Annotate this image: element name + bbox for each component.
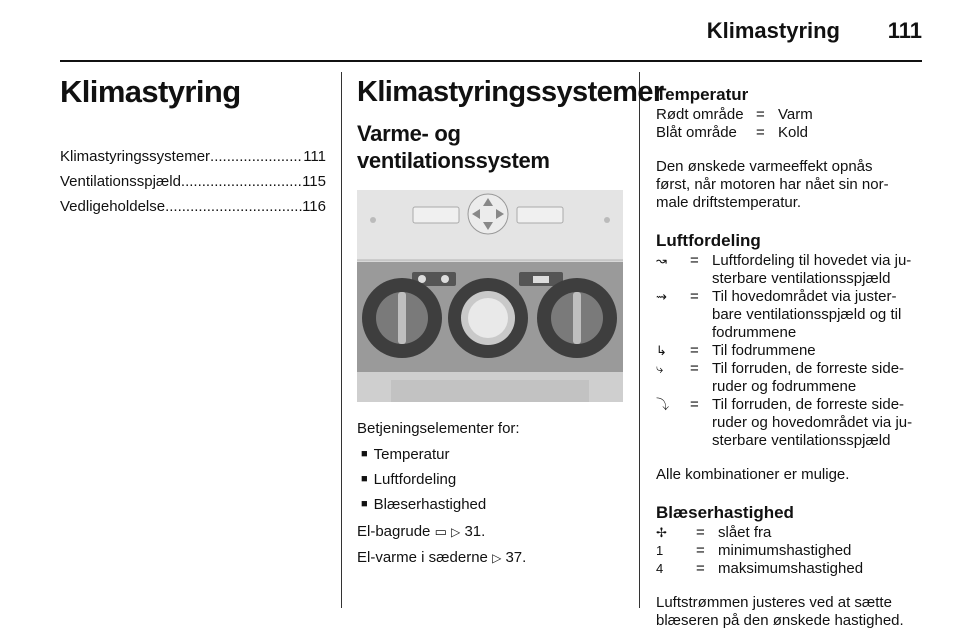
bullet-item <box>357 492 623 517</box>
toc-entry[interactable] <box>60 194 326 219</box>
fan-speed-note <box>656 594 926 630</box>
fan-speed-value: minimumshastighed <box>718 542 852 559</box>
text-line: Luftstrømmen justeres ved at sætte <box>656 594 892 611</box>
rear-window-heater-icon: ▭ <box>434 524 447 539</box>
text-line: ruder og fodrummene <box>712 378 857 395</box>
details-column <box>656 84 926 630</box>
fan-speed-key: 4 <box>656 561 664 576</box>
air-distribution-description <box>712 342 816 360</box>
equals-sign: = <box>690 288 699 305</box>
temperature-table <box>656 106 926 142</box>
page-number: 111 <box>887 18 922 43</box>
cross-reference[interactable] <box>357 519 623 545</box>
toc-column <box>60 74 326 219</box>
text-line: sterbare ventilationsspjæld <box>712 432 891 449</box>
bullet-label: Blæserhastighed <box>373 496 487 513</box>
fan-speed-heading: Blæserhastighed <box>656 503 794 522</box>
toc-entry-page: 115 <box>302 173 326 190</box>
text-line: Luftfordeling til hovedet via ju- <box>712 252 912 269</box>
fan-speed-value: maksimumshastighed <box>718 560 864 577</box>
toc-entry-title: Ventilationsspjæld <box>60 173 181 190</box>
air-distribution-heading: Luftfordeling <box>656 231 761 250</box>
table-row <box>656 124 926 142</box>
header-title: Klimastyring <box>706 18 840 43</box>
text-line: Den ønskede varmeeffekt opnås <box>656 158 873 175</box>
equals-sign: = <box>690 396 699 413</box>
bullet-square-icon: ■ <box>361 473 368 485</box>
page-header <box>0 0 960 62</box>
equals-sign: = <box>696 542 705 559</box>
text-line: sterbare ventilationsspjæld <box>712 270 891 287</box>
text-line: male driftstemperatur. <box>656 194 802 211</box>
text-line: Til forruden, de forreste side- <box>712 396 905 413</box>
climate-control-panel-image <box>357 190 623 402</box>
text-line: bare ventilationsspjæld og til <box>712 306 902 323</box>
toc-leader <box>165 194 302 219</box>
subsection-title-line1: Varme- og <box>357 121 461 146</box>
fan-icon: ✢ <box>656 525 667 540</box>
table-row <box>656 396 926 450</box>
equals-sign: = <box>690 342 699 359</box>
text-line: blæseren på den ønskede hastighed. <box>656 612 904 629</box>
text-line: Til hovedområdet via juster- <box>712 288 897 305</box>
equals-sign: = <box>690 252 699 269</box>
fan-speed-table <box>656 524 926 578</box>
vent-feet-icon: ⇝ <box>656 289 667 304</box>
bullet-item <box>357 442 623 467</box>
header-rule <box>60 60 922 62</box>
temperature-value: Varm <box>778 106 813 123</box>
air-distribution-description <box>712 360 904 396</box>
cross-reference[interactable] <box>357 545 623 571</box>
page-ref-arrow-icon: ▷ <box>492 551 502 565</box>
table-row <box>656 106 926 124</box>
toc-entry-page: 111 <box>303 148 326 165</box>
feet-icon: ↳ <box>656 343 667 358</box>
windscreen-vent-icon: ⤵ <box>656 397 670 412</box>
equals-sign: = <box>690 360 699 377</box>
cross-reference-page: 31. <box>464 523 486 540</box>
air-distribution-table <box>656 252 926 450</box>
table-row <box>656 288 926 342</box>
text-line: fodrummene <box>712 324 797 341</box>
temperature-key: Blåt område <box>656 124 737 141</box>
toc-entry-title: Klimastyringssystemer <box>60 148 211 165</box>
bullet-square-icon: ■ <box>361 448 368 460</box>
toc-leader <box>210 144 303 169</box>
cross-reference-text: El-varme i sæderne <box>357 549 488 566</box>
subsection-title <box>357 120 623 174</box>
bullet-label: Temperatur <box>373 446 450 463</box>
air-distribution-note: Alle kombinationer er mulige. <box>656 466 850 483</box>
vent-icon: ↝ <box>656 253 667 268</box>
subsection-title-line2: ventilationssystem <box>357 148 550 173</box>
table-row <box>656 252 926 288</box>
air-distribution-description <box>712 396 912 450</box>
table-row <box>656 342 926 360</box>
text-line: Til forruden, de forreste side- <box>712 360 905 377</box>
temperature-heading: Temperatur <box>656 85 749 104</box>
cross-reference-page: 37. <box>505 549 527 566</box>
toc-leader <box>181 169 302 194</box>
air-distribution-description <box>712 288 901 342</box>
bullet-label: Luftfordeling <box>373 471 457 488</box>
temperature-note <box>656 158 926 212</box>
toc-entry-page: 116 <box>302 198 326 215</box>
section-title: Klimastyringssystemer <box>357 76 664 108</box>
intro-text: Betjeningselementer for: <box>357 420 520 437</box>
chapter-title: Klimastyring <box>60 74 241 109</box>
bullet-square-icon: ■ <box>361 498 368 510</box>
toc-entry[interactable] <box>60 144 326 169</box>
fan-speed-value: slået fra <box>718 524 772 541</box>
air-distribution-description <box>712 252 911 288</box>
cross-reference-text: El-bagrude <box>357 523 431 540</box>
table-row <box>656 560 926 578</box>
windscreen-feet-icon: ⤷ <box>656 361 664 376</box>
text-line: Til fodrummene <box>712 342 816 359</box>
table-row <box>656 524 926 542</box>
bullet-item <box>357 467 623 492</box>
table-row <box>656 360 926 396</box>
text-line: først, når motoren har nået sin nor- <box>656 176 889 193</box>
fan-speed-key: 1 <box>656 543 664 558</box>
toc-entry[interactable] <box>60 169 326 194</box>
system-column <box>357 74 664 571</box>
column-divider <box>341 72 342 608</box>
temperature-key: Rødt område <box>656 106 744 123</box>
page-ref-arrow-icon: ▷ <box>451 525 461 539</box>
column-divider <box>639 72 640 608</box>
equals-sign: = <box>756 124 765 141</box>
equals-sign: = <box>696 560 705 577</box>
toc-entry-title: Vedligeholdelse <box>60 198 166 215</box>
table-of-contents <box>60 144 326 219</box>
equals-sign: = <box>696 524 705 541</box>
equals-sign: = <box>756 106 765 123</box>
table-row <box>656 542 926 560</box>
control-panel-illustration <box>357 190 623 402</box>
text-line: ruder og hovedområdet via ju- <box>712 414 913 431</box>
temperature-value: Kold <box>778 124 809 141</box>
